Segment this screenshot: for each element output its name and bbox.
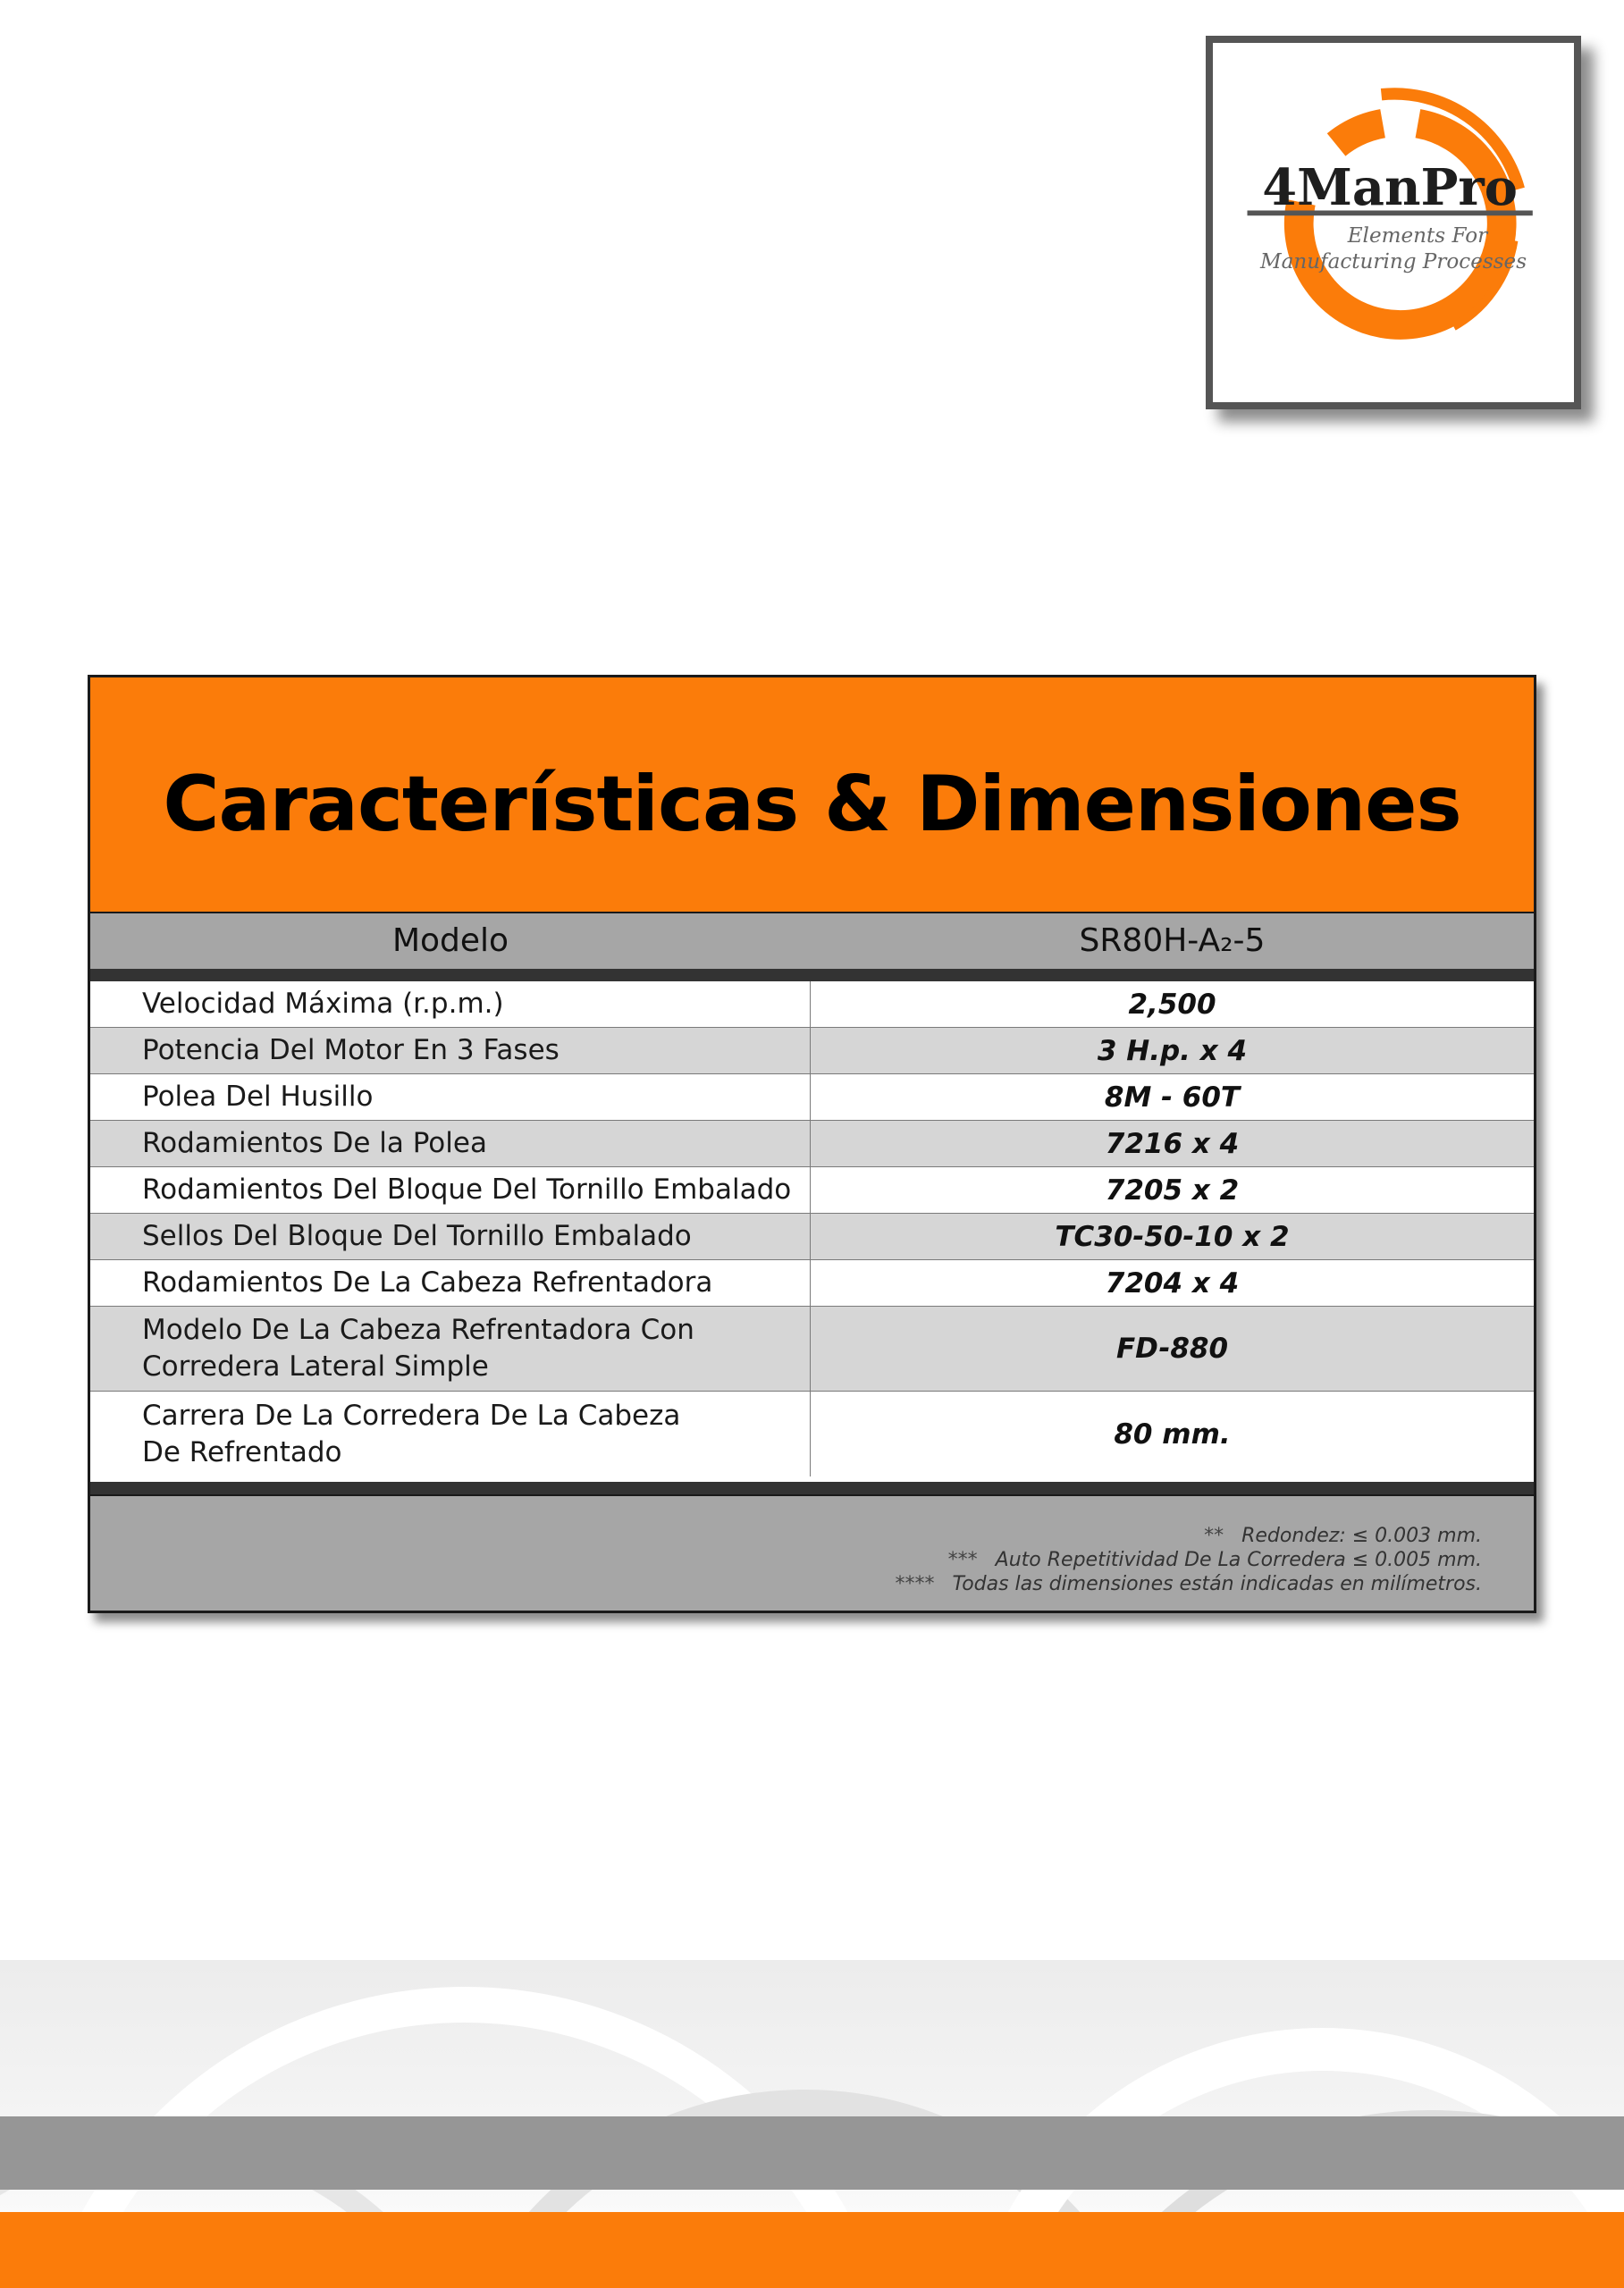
row-label: Modelo De La Cabeza Refrentadora Con Corredera Lateral Simple (90, 1307, 811, 1391)
model-value: SR80H-A₂-5 (1079, 922, 1266, 959)
row-value: 3 H.p. x 4 (1097, 1034, 1248, 1067)
row-value: TC30-50-10 x 2 (1055, 1220, 1290, 1253)
footnote-marker: ** (1204, 1525, 1224, 1547)
footer-gray-band (0, 2116, 1624, 2190)
table-row (90, 1260, 1534, 1307)
footnote-text: Auto Repetitividad De La Corredera ≤ 0.005 mm. (995, 1549, 1482, 1571)
row-value: 8M - 60T (1104, 1081, 1241, 1114)
footnote-roundness (1204, 1525, 1482, 1547)
row-label: Polea Del Husillo (90, 1074, 811, 1120)
table-row (90, 1074, 1534, 1121)
model-row (90, 912, 1534, 969)
table-row (90, 1214, 1534, 1260)
row-value: 7216 x 4 (1105, 1127, 1240, 1160)
table-row (90, 1167, 1534, 1214)
footnote-text: Redondez: ≤ 0.003 mm. (1241, 1525, 1482, 1547)
table-row (90, 1028, 1534, 1074)
company-logo (1206, 36, 1581, 409)
table-header (90, 677, 1534, 912)
logo-graphic (1213, 43, 1574, 402)
row-label: Rodamientos De La Cabeza Refrentadora (90, 1260, 811, 1306)
model-label: Modelo (391, 922, 509, 959)
logo-tagline-1: Elements For (1347, 224, 1488, 248)
specs-table (88, 675, 1536, 1613)
row-value: 80 mm. (1114, 1417, 1231, 1451)
footnote-marker: *** (947, 1549, 978, 1571)
row-value: FD-880 (1115, 1333, 1229, 1365)
row-label: Carrera De La Corredera De La Cabeza De Refrentado (90, 1392, 811, 1476)
row-value: 7205 x 2 (1105, 1173, 1240, 1207)
spec-rows (90, 981, 1534, 1476)
footnote-marker: **** (895, 1573, 935, 1595)
table-row (90, 1392, 1534, 1476)
row-label: Rodamientos Del Bloque Del Tornillo Embalado (90, 1167, 811, 1213)
row-label: Rodamientos De la Polea (90, 1121, 811, 1166)
divider-bar-bottom (90, 1482, 1534, 1494)
logo-tagline-2: Manufacturing Processes (1259, 249, 1527, 273)
table-title: Características & Dimensiones (163, 760, 1461, 849)
footer-orange-band (0, 2212, 1624, 2288)
footnote-units (895, 1573, 1482, 1595)
divider-bar-top (90, 969, 1534, 981)
row-label: Velocidad Máxima (r.p.m.) (90, 981, 811, 1027)
row-value: 7204 x 4 (1105, 1266, 1240, 1300)
footnote-text: Todas las dimensiones están indicadas en milímetros. (952, 1573, 1482, 1595)
footnote-repeatability (948, 1549, 1482, 1571)
row-label: Sellos Del Bloque Del Tornillo Embalado (90, 1214, 811, 1259)
table-row (90, 1307, 1534, 1392)
table-row (90, 981, 1534, 1028)
logo-brand-text: 4ManPro (1262, 158, 1519, 217)
row-label: Potencia Del Motor En 3 Fases (90, 1028, 811, 1073)
table-row (90, 1121, 1534, 1167)
footnotes (90, 1494, 1534, 1611)
row-value: 2,500 (1128, 988, 1216, 1021)
